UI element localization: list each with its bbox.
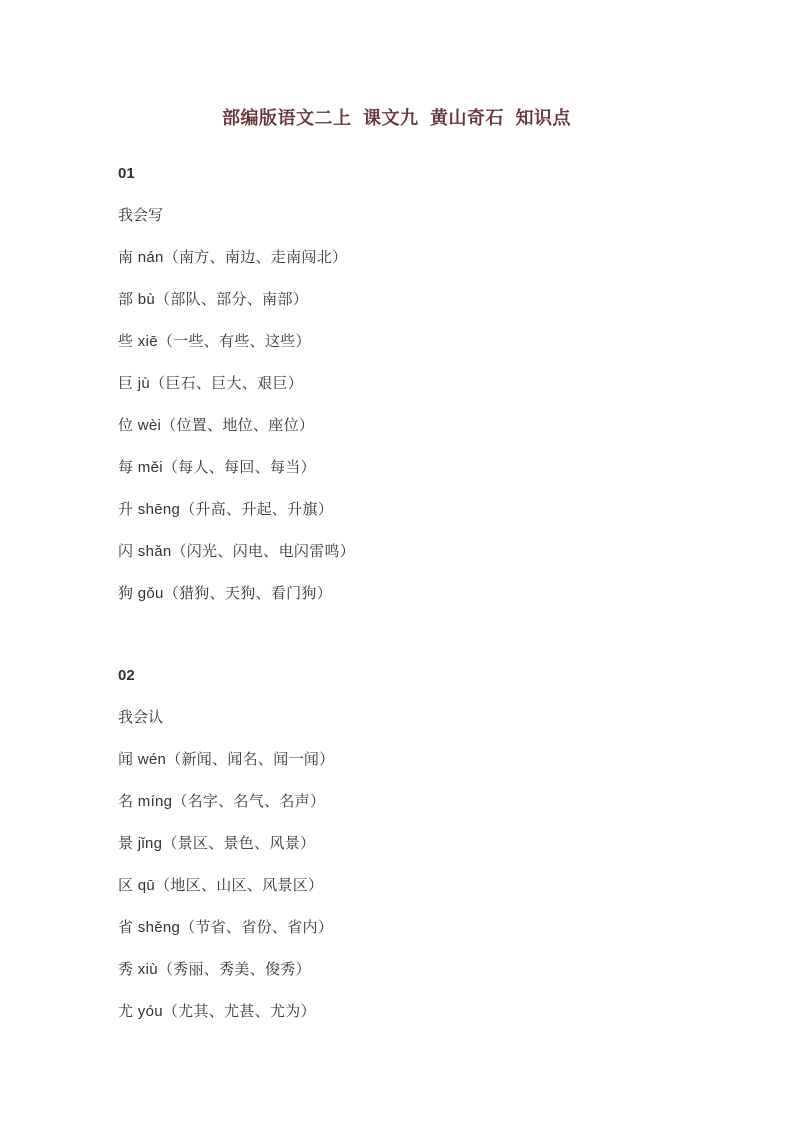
section-heading: 我会写 [118, 207, 164, 224]
word-entry: 尤 yóu（尤其、尤甚、尤为） [118, 1003, 316, 1020]
word-entry: 些 xiē（一些、有些、这些） [118, 333, 311, 350]
word-entry: 狗 gǒu（猎狗、天狗、看门狗） [118, 585, 332, 602]
section-number: 01 [118, 165, 135, 182]
word-entry: 位 wèi（位置、地位、座位） [118, 417, 315, 434]
word-entry: 名 míng（名字、名气、名声） [118, 793, 326, 810]
word-entry: 巨 jù（巨石、巨大、艰巨） [118, 375, 304, 392]
section-number: 02 [118, 667, 135, 684]
word-entry: 景 jǐng（景区、景色、风景） [118, 835, 316, 852]
word-entry: 秀 xiù（秀丽、秀美、俊秀） [118, 961, 311, 978]
word-entry: 每 měi（每人、每回、每当） [118, 459, 316, 476]
section [118, 666, 733, 1021]
page-title: 部编版语文二上 课文九 黄山奇石 知识点 [221, 108, 571, 128]
word-entry: 闪 shǎn（闪光、闪电、电闪雷鸣） [118, 543, 356, 560]
word-entry: 区 qū（地区、山区、风景区） [118, 877, 324, 894]
word-entry: 省 shěng（节省、省份、省内） [118, 919, 334, 936]
word-entry: 闻 wén（新闻、闻名、闻一闻） [118, 751, 335, 768]
word-entry: 升 shēng（升高、升起、升旗） [118, 501, 334, 518]
section-heading: 我会认 [118, 709, 164, 726]
document-content [118, 164, 733, 1021]
word-entry: 部 bù（部队、部分、南部） [118, 291, 309, 308]
word-entry: 南 nán（南方、南边、走南闯北） [118, 249, 348, 266]
section [118, 164, 733, 603]
